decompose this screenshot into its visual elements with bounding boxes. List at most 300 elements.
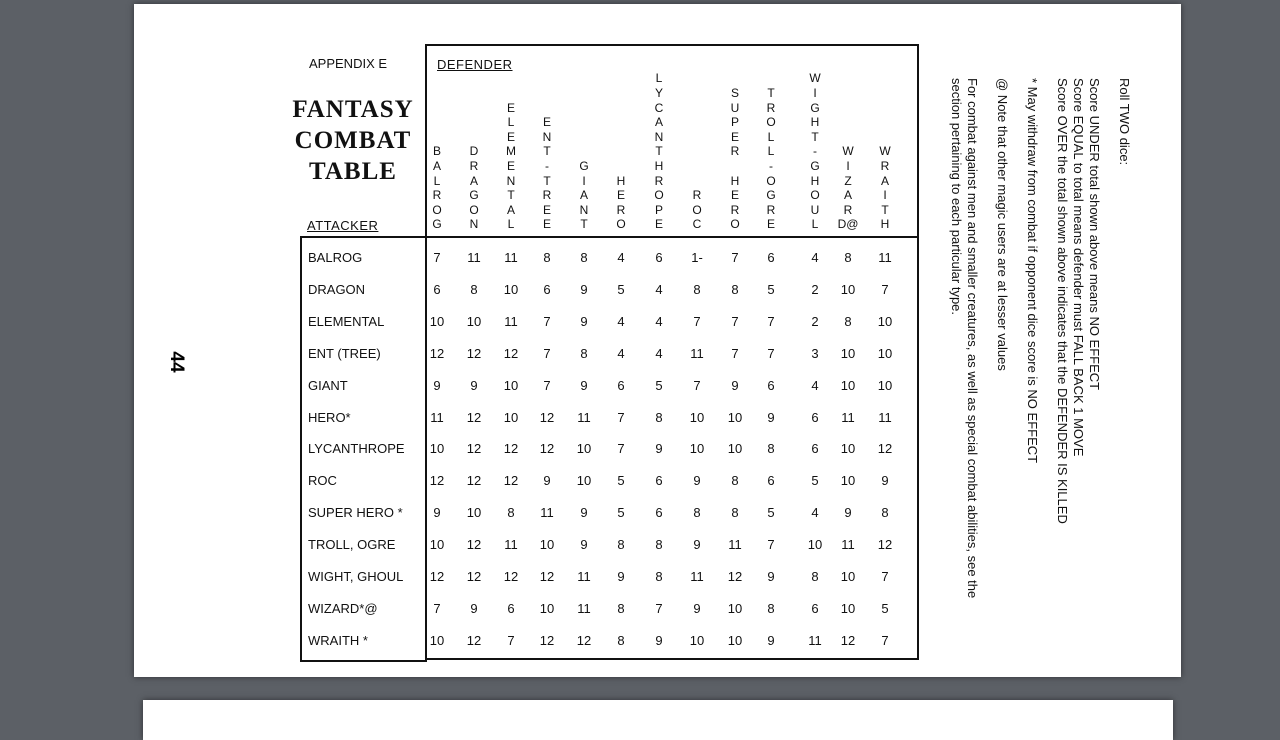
- table-cell: 6: [617, 378, 625, 393]
- table-cell: 8: [655, 410, 663, 425]
- table-cell: 8: [767, 441, 775, 456]
- table-cell: 10: [429, 633, 445, 648]
- table-cell: 10: [807, 537, 823, 552]
- table-cell: 8: [844, 250, 852, 265]
- table-cell: 8: [693, 505, 701, 520]
- table-cell: 4: [811, 250, 819, 265]
- table-cell: 7: [731, 314, 739, 329]
- table-cell: 7: [767, 346, 775, 361]
- defender-col-letter: R: [616, 202, 626, 217]
- defender-label: DEFENDER: [437, 57, 513, 72]
- table-cell: 7: [881, 282, 889, 297]
- defender-col-letter: T: [507, 188, 515, 203]
- table-cell: 6: [543, 282, 551, 297]
- defender-col-letter: O: [692, 202, 702, 217]
- defender-col-letter: A: [843, 188, 852, 203]
- table-cell: 12: [539, 633, 555, 648]
- table-cell: 11: [841, 410, 855, 425]
- table-cell: 4: [811, 505, 819, 520]
- defender-col-letter: R: [469, 158, 479, 173]
- table-cell: 11: [430, 410, 444, 425]
- defender-col-letter: L: [507, 217, 515, 232]
- table-cell: 10: [877, 314, 893, 329]
- table-cell: 7: [731, 250, 739, 265]
- defender-col-letter: T: [655, 144, 663, 159]
- defender-col-header: [647, 71, 671, 232]
- defender-col-letter: A: [506, 202, 515, 217]
- table-cell: 7: [655, 601, 663, 616]
- defender-col-letter: H: [616, 173, 626, 188]
- table-cell: 10: [840, 346, 856, 361]
- table-cell: 10: [727, 441, 743, 456]
- defender-col-letter: R: [880, 158, 890, 173]
- table-cell: 8: [767, 601, 775, 616]
- table-cell: 8: [881, 505, 889, 520]
- table-cell: 5: [617, 473, 625, 488]
- table-cell: 10: [840, 282, 856, 297]
- table-cell: 11: [577, 601, 591, 616]
- table-cell: 10: [727, 633, 743, 648]
- defender-col-letter: O: [810, 188, 820, 203]
- table-cell: 8: [470, 282, 478, 297]
- table-cell: 8: [543, 250, 551, 265]
- table-cell: 12: [466, 569, 482, 584]
- table-cell: 3: [811, 346, 819, 361]
- table-cell: 4: [655, 314, 663, 329]
- table-cell: 9: [617, 569, 625, 584]
- table-cell: 12: [466, 537, 482, 552]
- table-cell: 12: [466, 441, 482, 456]
- defender-col-letter: L: [507, 115, 515, 130]
- table-cell: 9: [693, 601, 701, 616]
- defender-col-letter: B: [432, 144, 441, 159]
- defender-col-letter: W: [842, 144, 854, 159]
- table-cell: 1-: [691, 250, 703, 265]
- table-cell: 9: [433, 505, 441, 520]
- attacker-row-label: DRAGON: [308, 282, 366, 297]
- defender-col-header: [425, 144, 449, 232]
- table-cell: 11: [504, 537, 518, 552]
- defender-col-letter: D: [469, 144, 479, 159]
- defender-col-letter: U: [730, 100, 740, 115]
- table-cell: 9: [580, 537, 588, 552]
- defender-col-letter: G: [469, 188, 479, 203]
- table-cell: 7: [881, 633, 889, 648]
- defender-col-letter: N: [469, 217, 479, 232]
- defender-col-letter: T: [580, 217, 588, 232]
- table-cell: 7: [767, 314, 775, 329]
- defender-col-header: [685, 188, 709, 232]
- table-cell: 10: [503, 282, 519, 297]
- table-cell: 9: [881, 473, 889, 488]
- table-cell: 4: [617, 314, 625, 329]
- defender-col-letter: M: [506, 144, 516, 159]
- defender-col-letter: -: [813, 144, 817, 159]
- table-cell: 10: [689, 410, 705, 425]
- defender-col-letter: A: [579, 188, 588, 203]
- defender-col-letter: E: [506, 100, 515, 115]
- page-number: 44: [166, 351, 187, 373]
- defender-col-letter: R: [730, 202, 740, 217]
- table-cell: 8: [507, 505, 515, 520]
- table-cell: 8: [655, 537, 663, 552]
- defender-col-letter: Y: [654, 85, 663, 100]
- table-cell: 5: [881, 601, 889, 616]
- table-cell: 10: [429, 537, 445, 552]
- attacker-row-label: BALROG: [308, 250, 363, 265]
- note-combat-1: For combat against men and smaller creatures, as well as special combat abilities, see the: [965, 78, 980, 599]
- defender-col-letter: A: [654, 115, 663, 130]
- defender-col-letter: -: [769, 158, 773, 173]
- defender-col-letter: T: [543, 144, 551, 159]
- table-cell: 11: [690, 569, 704, 584]
- table-cell: 9: [580, 378, 588, 393]
- table-cell: 9: [767, 410, 775, 425]
- defender-col-letter: O: [616, 217, 626, 232]
- defender-col-letter: N: [506, 173, 516, 188]
- defender-col-letter: T: [767, 86, 775, 100]
- defender-col-letter: L: [767, 144, 775, 159]
- table-cell: 7: [693, 314, 701, 329]
- defender-col-letter: [723, 159, 747, 174]
- defender-col-letter: L: [655, 71, 663, 86]
- defender-col-letter: O: [766, 115, 776, 130]
- table-cell: 12: [539, 569, 555, 584]
- table-cell: 11: [540, 505, 554, 520]
- attacker-label: ATTACKER: [307, 218, 379, 233]
- table-cell: 10: [840, 569, 856, 584]
- defender-col-letter: Z: [844, 173, 852, 188]
- defender-col-letter: O: [469, 202, 479, 217]
- defender-col-letter: E: [616, 188, 625, 203]
- defender-col-header: [499, 101, 523, 232]
- table-cell: 7: [731, 346, 739, 361]
- table-cell: 8: [617, 601, 625, 616]
- table-cell: 8: [731, 282, 739, 297]
- defender-col-header: [836, 144, 860, 232]
- table-cell: 7: [693, 378, 701, 393]
- defender-col-letter: O: [654, 188, 664, 203]
- note-over: Score OVER the total shown above indicates that the DEFENDER IS KILLED: [1055, 78, 1070, 524]
- table-cell: 6: [767, 378, 775, 393]
- defender-col-letter: T: [811, 129, 819, 144]
- table-cell: 10: [840, 601, 856, 616]
- table-cell: 7: [881, 569, 889, 584]
- defender-col-letter: I: [582, 173, 586, 188]
- table-cell: 10: [503, 410, 519, 425]
- defender-col-letter: A: [469, 173, 478, 188]
- note-magic: @ Note that other magic users are at lesser values: [995, 78, 1010, 371]
- table-cell: 8: [617, 537, 625, 552]
- defender-col-letter: L: [767, 129, 775, 144]
- defender-col-letter: R: [542, 188, 552, 203]
- table-cell: 6: [767, 473, 775, 488]
- defender-col-letter: C: [692, 217, 702, 232]
- table-cell: 6: [655, 473, 663, 488]
- notes-rotated: [948, 78, 1132, 658]
- defender-col-letter: W: [879, 144, 891, 159]
- table-cell: 9: [693, 473, 701, 488]
- table-cell: 10: [539, 537, 555, 552]
- table-cell: 7: [617, 441, 625, 456]
- table-cell: 10: [840, 378, 856, 393]
- defender-col-letter: I: [883, 188, 887, 203]
- table-cell: 7: [543, 314, 551, 329]
- table-cell: 4: [655, 282, 663, 297]
- table-cell: 10: [539, 601, 555, 616]
- defender-col-letter: N: [654, 129, 664, 144]
- title-line-3: TABLE: [309, 158, 397, 185]
- table-cell: 12: [503, 346, 519, 361]
- defender-col-header: [462, 144, 486, 232]
- attacker-row-label: SUPER HERO *: [308, 505, 403, 520]
- defender-col-header: [759, 86, 783, 232]
- table-cell: 7: [433, 601, 441, 616]
- table-cell: 12: [840, 633, 856, 648]
- table-cell: 11: [467, 250, 481, 265]
- table-cell: 9: [580, 282, 588, 297]
- defender-col-letter: T: [881, 202, 889, 217]
- defender-col-letter: G: [432, 217, 442, 232]
- table-cell: 6: [811, 410, 819, 425]
- table-cell: 12: [503, 569, 519, 584]
- table-cell: 11: [728, 537, 742, 552]
- defender-col-letter: R: [654, 173, 664, 188]
- attacker-row-label: LYCANTHROPE: [308, 441, 405, 456]
- table-cell: 8: [693, 282, 701, 297]
- defender-col-letter: R: [766, 202, 776, 217]
- table-cell: 9: [470, 601, 478, 616]
- table-cell: 12: [727, 569, 743, 584]
- note-combat-2: section pertaining to each particular type.: [949, 78, 964, 316]
- defender-col-letter: H: [810, 173, 820, 188]
- table-cell: 7: [433, 250, 441, 265]
- attacker-row-label: ELEMENTAL: [308, 314, 385, 329]
- defender-col-letter: L: [811, 217, 819, 232]
- table-cell: 10: [466, 505, 482, 520]
- defender-col-header: [803, 71, 827, 232]
- table-cell: 12: [877, 537, 893, 552]
- table-cell: 8: [617, 633, 625, 648]
- table-cell: 12: [877, 441, 893, 456]
- defender-col-letter: S: [730, 86, 739, 100]
- table-cell: 4: [617, 250, 625, 265]
- defender-col-letter: D@: [837, 217, 859, 232]
- note-withdraw: * May withdraw from combat if opponent dice score is NO EFFECT: [1025, 78, 1040, 464]
- defender-col-header: [535, 115, 559, 232]
- defender-col-header: [873, 144, 897, 232]
- attacker-row-label: HERO*: [308, 410, 351, 425]
- table-cell: 2: [811, 282, 819, 297]
- defender-col-letter: E: [654, 217, 663, 232]
- table-cell: 6: [811, 441, 819, 456]
- note-equal: Score EQUAL to total means defender must FALL BACK 1 MOVE: [1071, 78, 1086, 457]
- defender-col-letter: G: [766, 188, 776, 203]
- table-cell: 10: [689, 633, 705, 648]
- defender-col-letter: E: [506, 129, 515, 144]
- attacker-row-label: WIZARD*@: [308, 601, 378, 616]
- table-cell: 8: [655, 569, 663, 584]
- table-cell: 11: [690, 346, 704, 361]
- table-cell: 12: [503, 473, 519, 488]
- table-cell: 9: [543, 473, 551, 488]
- defender-col-letter: L: [433, 173, 441, 188]
- table-cell: 12: [429, 569, 445, 584]
- header-divider: [425, 236, 917, 238]
- defender-col-letter: N: [542, 129, 552, 144]
- table-cell: 5: [767, 282, 775, 297]
- table-cell: 8: [731, 505, 739, 520]
- table-cell: 10: [727, 601, 743, 616]
- table-cell: 9: [433, 378, 441, 393]
- table-cell: 9: [655, 633, 663, 648]
- defender-col-letter: G: [810, 100, 820, 115]
- defender-col-letter: R: [730, 144, 740, 159]
- table-cell: 10: [877, 378, 893, 393]
- table-cell: 12: [466, 473, 482, 488]
- table-cell: 8: [580, 250, 588, 265]
- table-cell: 11: [878, 410, 892, 425]
- table-cell: 12: [429, 473, 445, 488]
- title-line-2: COMBAT: [294, 127, 412, 154]
- defender-col-letter: A: [432, 158, 441, 173]
- attacker-row-label: WRAITH *: [308, 633, 368, 648]
- defender-col-letter: E: [542, 217, 551, 232]
- table-cell: 5: [617, 505, 625, 520]
- defender-col-letter: W: [809, 71, 821, 86]
- table-cell: 6: [507, 601, 515, 616]
- attacker-row-label: WIGHT, GHOUL: [308, 569, 404, 584]
- defender-col-letter: H: [880, 217, 890, 232]
- table-cell: 7: [767, 537, 775, 552]
- table-cell: 2: [811, 314, 819, 329]
- table-cell: 11: [577, 569, 591, 584]
- table-cell: 12: [429, 346, 445, 361]
- note-roll: Roll TWO dice:: [1117, 78, 1132, 166]
- defender-col-header: [572, 159, 596, 232]
- table-cell: 6: [655, 505, 663, 520]
- appendix-label: APPENDIX E: [309, 56, 388, 71]
- table-cell: 11: [878, 250, 892, 265]
- defender-col-letter: R: [692, 188, 702, 203]
- table-cell: 12: [539, 410, 555, 425]
- table-cell: 11: [504, 250, 518, 265]
- table-cell: 9: [693, 537, 701, 552]
- defender-col-letter: P: [654, 202, 663, 217]
- table-cell: 9: [580, 505, 588, 520]
- table-cell: 5: [767, 505, 775, 520]
- table-cell: 7: [507, 633, 515, 648]
- table-cell: 12: [539, 441, 555, 456]
- table-cell: 6: [655, 250, 663, 265]
- defender-col-letter: O: [766, 173, 776, 188]
- defender-col-letter: R: [432, 188, 442, 203]
- table-cell: 6: [767, 250, 775, 265]
- defender-col-letter: E: [506, 158, 515, 173]
- attacker-row-label: ENT (TREE): [308, 346, 381, 361]
- table-cell: 10: [727, 410, 743, 425]
- table-cell: 7: [617, 410, 625, 425]
- defender-col-letter: H: [810, 115, 820, 130]
- table-cell: 6: [811, 601, 819, 616]
- defender-col-letter: O: [432, 202, 442, 217]
- table-cell: 4: [811, 378, 819, 393]
- table-cell: 11: [504, 314, 518, 329]
- table-cell: 10: [689, 441, 705, 456]
- defender-col-header: [723, 86, 747, 232]
- table-cell: 12: [576, 633, 592, 648]
- defender-col-letter: G: [810, 158, 820, 173]
- table-cell: 12: [503, 441, 519, 456]
- table-cell: 8: [811, 569, 819, 584]
- table-cell: 12: [466, 346, 482, 361]
- defender-col-letter: C: [654, 100, 664, 115]
- table-cell: 10: [466, 314, 482, 329]
- table-cell: 11: [841, 537, 855, 552]
- table-cell: 5: [811, 473, 819, 488]
- defender-col-letter: H: [730, 173, 740, 188]
- attacker-row-label: ROC: [308, 473, 337, 488]
- defender-col-letter: A: [880, 173, 889, 188]
- table-cell: 10: [429, 441, 445, 456]
- defender-col-letter: E: [766, 217, 775, 232]
- defender-col-letter: O: [730, 217, 740, 232]
- defender-col-letter: N: [579, 202, 589, 217]
- defender-col-letter: R: [843, 202, 853, 217]
- table-cell: 4: [655, 346, 663, 361]
- table-cell: 10: [503, 378, 519, 393]
- defender-col-letter: U: [810, 202, 820, 217]
- table-cell: 10: [840, 473, 856, 488]
- defender-col-letter: E: [730, 129, 739, 144]
- defender-col-letter: T: [543, 173, 551, 188]
- table-cell: 9: [470, 378, 478, 393]
- table-cell: 8: [731, 473, 739, 488]
- defender-col-letter: -: [545, 158, 549, 173]
- table-cell: 11: [577, 410, 591, 425]
- table-cell: 10: [840, 441, 856, 456]
- table-cell: 9: [767, 569, 775, 584]
- table-cell: 6: [433, 282, 441, 297]
- table-cell: 7: [543, 378, 551, 393]
- defender-col-letter: P: [730, 115, 739, 130]
- table-cell: 9: [844, 505, 852, 520]
- defender-col-letter: R: [766, 100, 776, 115]
- table-cell: 10: [576, 473, 592, 488]
- next-page-preview: [143, 700, 1173, 740]
- table-cell: 10: [576, 441, 592, 456]
- defender-col-letter: I: [846, 158, 850, 173]
- table-cell: 11: [808, 633, 822, 648]
- attacker-row-label: TROLL, OGRE: [308, 537, 396, 552]
- defender-col-letter: E: [542, 202, 551, 217]
- table-cell: 5: [655, 378, 663, 393]
- title-line-1: FANTASY: [292, 96, 414, 123]
- table-cell: 9: [731, 378, 739, 393]
- table-cell: 8: [580, 346, 588, 361]
- table-cell: 12: [466, 410, 482, 425]
- table-cell: 5: [617, 282, 625, 297]
- table-cell: 12: [466, 633, 482, 648]
- table-cell: 8: [844, 314, 852, 329]
- defender-col-letter: E: [542, 115, 551, 130]
- note-under: Score UNDER total shown above means NO EFFECT: [1087, 78, 1102, 391]
- table-cell: 10: [429, 314, 445, 329]
- defender-col-header: [609, 174, 633, 232]
- table-cell: 9: [580, 314, 588, 329]
- next-page-text-glyphs: [403, 708, 1173, 730]
- table-cell: 9: [655, 441, 663, 456]
